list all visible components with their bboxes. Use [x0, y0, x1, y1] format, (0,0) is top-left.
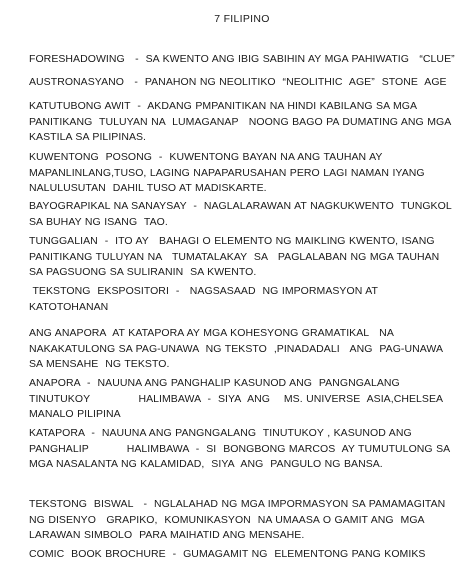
paragraph-katutubong-awit: KATUTUBONG AWIT - AKDANG PMPANITIKAN NA HINDI KABILANG SA MGA PANITIKANG TULUYAN NA LUMAGANAP NOONG BAGO PA DUMATING ANG MGA KASTILA SA PILIPINAS. [29, 100, 455, 143]
paragraph-katapora: KATAPORA - NAUUNA ANG PANGNGALANG TINUTUKOY , KASUNOD ANG PANGHALIP HALIMBAWA - SI BONGBONG MARCOS AY TUMUTULONG SA MGA NASALANTA NG KALAMIDAD, SIYA ANG PANGULO NG BANSA. [29, 427, 454, 470]
page-title: 7 FILIPINO [214, 13, 270, 25]
paragraph-foreshadowing: FORESHADOWING - SA KWENTO ANG IBIG SABIHIN AY MGA PAHIWATIG “CLUE” [29, 53, 455, 65]
paragraph-tekstong-biswal: TEKSTONG BISWAL - NGLALAHAD NG MGA IMPORMASYON SA PAMAMAGITAN NG DISENYO GRAPIKO, KOMUNIKASYON NA UMAASA O GAMIT ANG MGA LARAWAN SIMBOLO PARA MAIHATID ANG MENSAHE. [29, 498, 449, 541]
paragraph-comic-book-brochure: COMIC BOOK BROCHURE - GUMAGAMIT NG ELEMENTONG PANG KOMIKS [29, 548, 426, 560]
paragraph-kuwentong-posong: KUWENTONG POSONG - KUWENTONG BAYAN NA ANG TAUHAN AY MAPANLINLANG,TUSO, LAGING NAPAPARUSAHAN PERO LAGI NAMAN IYANG NALULUSUTAN DAHIL TUSO AT MADISKARTE. [29, 151, 429, 194]
paragraph-bayograpikal: BAYOGRAPIKAL NA SANAYSAY - NAGLALARAWAN AT NAGKUKWENTO TUNGKOL SA BUHAY NG ISANG TAO. [29, 200, 455, 228]
paragraph-anapora: ANAPORA - NAUUNA ANG PANGHALIP KASUNOD ANG PANGNGALANG TINUTUKOY HALIMBAWA - SIYA ANG MS. UNIVERSE ASIA,CHELSEA MANALO PILIPINA [29, 377, 446, 420]
paragraph-anapora-katapora: ANG ANAPORA AT KATAPORA AY MGA KOHESYONG GRAMATIKAL NA NAKAKATULONG SA PAG-UNAWA NG TEKSTO ,PINADADALI ANG PAG-UNAWA SA MENSAHE NG TEKSTO. [29, 327, 446, 370]
paragraph-austronasyano: AUSTRONASYANO - PANAHON NG NEOLITIKO “NEOLITHIC AGE” STONE AGE [29, 76, 447, 88]
paragraph-tekstong-ekspositori: TEKSTONG EKSPOSITORI - NAGSASAAD NG IMPORMASYON AT KATOTOHANAN [29, 285, 385, 313]
paragraph-tunggalian: TUNGGALIAN - ITO AY BAHAGI O ELEMENTO NG MAIKLING KWENTO, ISANG PANITIKANG TULUYAN NA TUMATALAKAY SA PAGLALABAN NG MGA TAUHAN SA PAGSUONG SA SULIRANIN SA KWENTO. [29, 235, 447, 278]
